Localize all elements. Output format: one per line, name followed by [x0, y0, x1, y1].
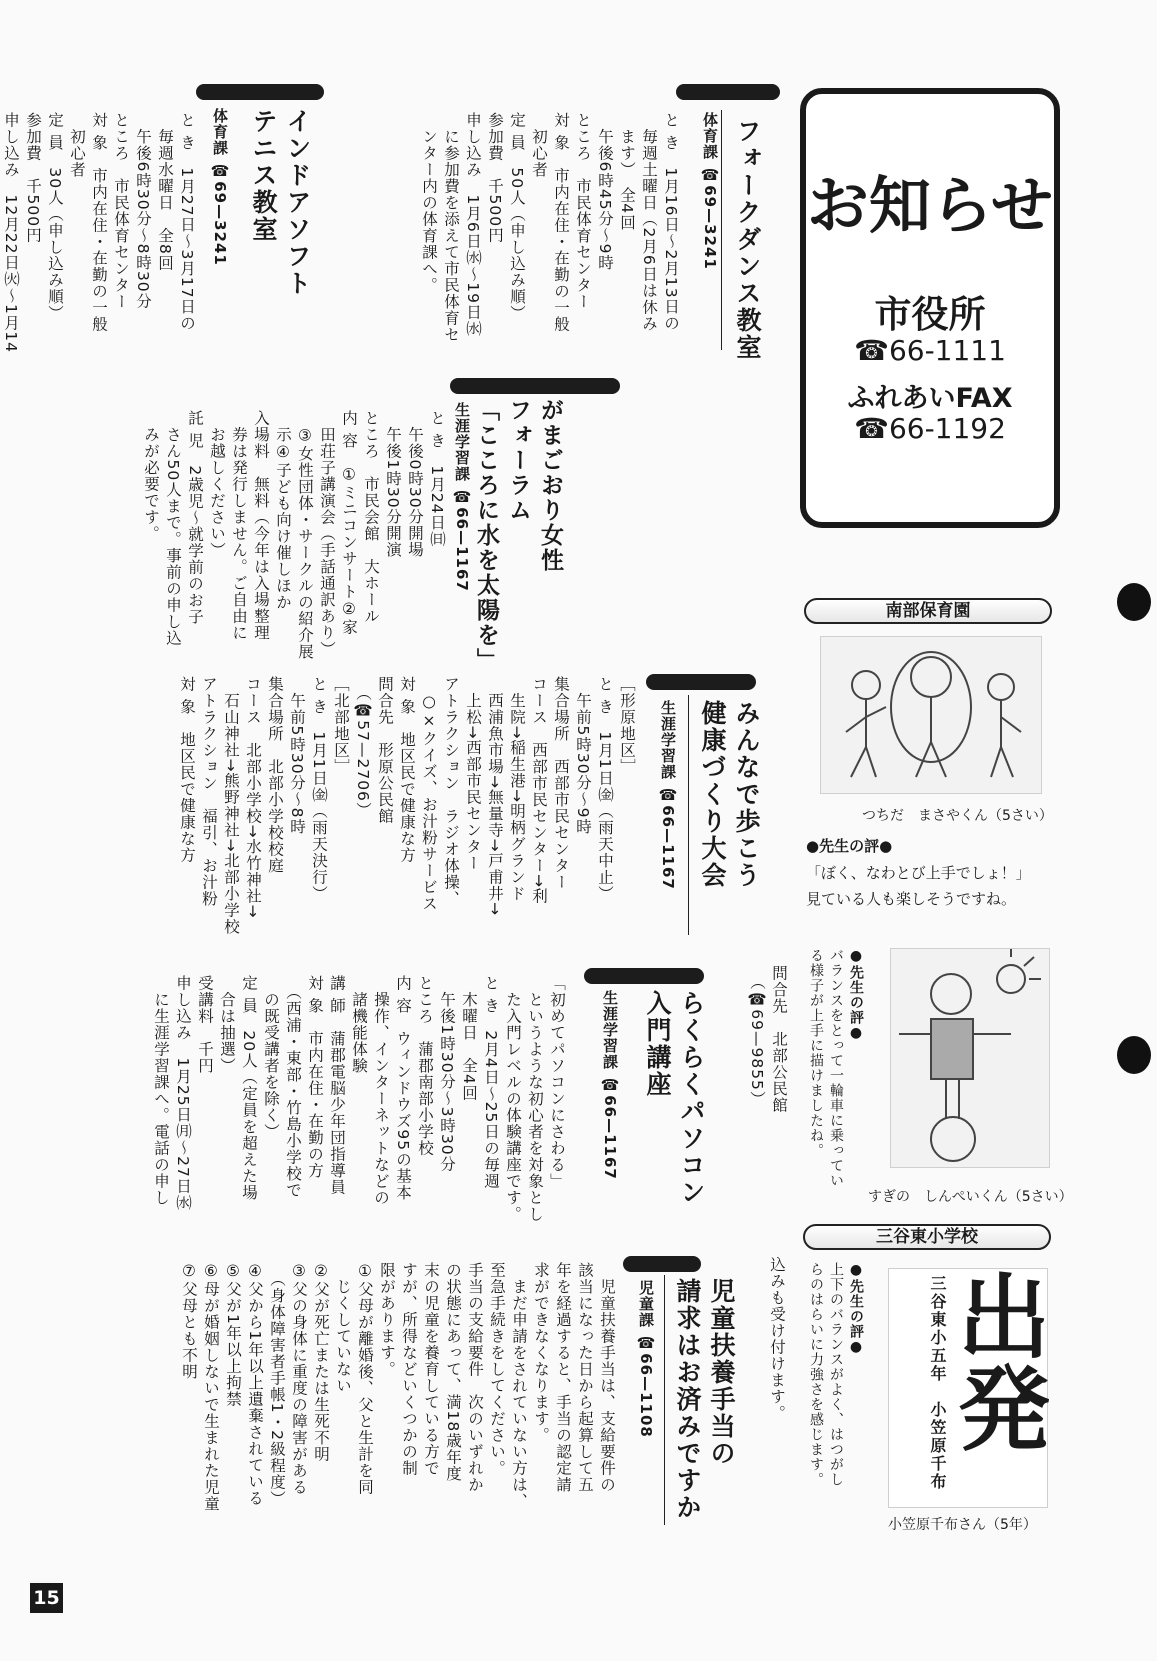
artist-caption: 小笠原千布さん（5年）	[888, 1517, 1037, 1533]
punch-hole	[1117, 1036, 1151, 1074]
section-bar	[584, 968, 704, 984]
section-bar	[196, 84, 324, 100]
calligraphy-text: 出発	[943, 1269, 1051, 1453]
child-dept: 児童課 ☎66—1108	[637, 1280, 655, 1438]
notice-fax-label: ふれあいFAX	[847, 383, 1013, 414]
review-text: 「ぼく、なわとび上手でしょ！」	[806, 864, 1031, 882]
school-tag: 南部保育園	[804, 598, 1052, 624]
notice-tel: ☎66-1111	[854, 334, 1006, 367]
divider	[688, 695, 689, 935]
review-label: ●先生の評●	[806, 837, 893, 855]
section-bar	[646, 674, 756, 690]
section-bar	[450, 378, 620, 394]
calligraphy-sheet	[888, 1268, 1051, 1508]
notice-title: お知らせ	[806, 169, 1054, 242]
artist-caption: すぎの しんぺいくん（5さい）	[868, 1189, 1073, 1205]
notice-box	[800, 88, 1060, 528]
notice-fax: ☎66-1192	[854, 412, 1006, 445]
walk-body-cont: 問合先 北部公民館 （☎69—9855）	[748, 965, 788, 1114]
drawing-unicycle	[890, 948, 1050, 1168]
drawing-jumprope	[820, 636, 1042, 794]
review-vertical: ●先生の評● 上下のバランスがよく、はつがし らのはらいに力強さを感じます。	[808, 1262, 864, 1487]
drawing-jumprope-image	[821, 637, 1041, 793]
folk-title: フォークダンス教室	[733, 118, 762, 361]
section-bar	[676, 84, 780, 100]
notice-office: 市役所	[874, 293, 986, 336]
folk-body: と き 1月16日～2月13日の 毎週土曜日（2月6日は休み ます） 全4回 午後6時45分～9時 ところ 市民体育センター 対 象 市内在住・在勤の一般 初心者 定 員 50人（申し込み順） 参加費 千500円 申し込み 1月6日㈬～19日㈬ に参加費を添えて市民体育セ ンター内の体育課へ。	[420, 112, 680, 343]
pc-body-cont: 込みも受け付けます。	[768, 1240, 786, 1422]
divider	[721, 110, 722, 350]
calligraphy-signature: 三谷東小五年 小笠原千布	[928, 1275, 947, 1491]
forum-title: がまごおり女性 フォーラム 「こころに水を太陽を」	[473, 398, 563, 673]
folk-dept: 体育課 ☎69—3241	[701, 112, 719, 270]
tennis-title: インドアソフト テニス教室	[249, 108, 312, 297]
pc-body: 「初めてパソコンにさわる」 というような初心者を対象とし た入門レベルの体験講座です。 と き 2月4日～25日の毎週 木曜日 全4回 午後1時30分～3時30分 ところ 蒲郡南部小学校 内 容 ウィンドウズ95の基本 操作、インターネットなどの 諸機能体験 講 師 蒲郡電脳少年団指導員 対 象 市内在住・在勤の方 （西浦・東部・竹島小学校で の既受講者を除く） 定 員 20人（定員を超えた場 合は抽選） 受講料 千円 申し込み 1月25日㈪～27日㈬ に生涯学習課へ。電話の申し	[152, 975, 566, 1223]
tennis-body: と き 1月27日～3月17日の 毎週水曜日 全8回 午後6時30分～8時30分 ところ 市民体育センター 対 象 市内在住・在勤の一般 初心者 定 員 30人（申し込み順） 参加費 千500円 申し込み 12月22日㈫～1月14	[2, 112, 196, 354]
forum-body: と き 1月24日㈰ 午後0時30分開場 午後1時30分開演 ところ 市民会館 大ホール 内 容 ①ミニコンサート②家 田荘子講演会（手話通訳あり） ③女性団体・サークルの紹介展 示④子ども向け催しほか 入場料 無料（今年は入場整理 券は発行しません。ご自由に お越しください） 託 児 2歳児～就学前のお子 さん50人まで。事前の申し込 みが必要です。	[142, 410, 446, 660]
review-text: 見ている人も楽しそうですね。	[806, 890, 1017, 908]
child-body: 児童扶養手当は、支給要件の 該当になった日から起算して五 年を経過すると、手当の認定請 求ができなくなります。 まだ申請をされていない方は、 至急手続きをしてください。 手当の支給要件 次のいずれか の状態にあって、満18歳年度 末の児童を養育している方で すが、所得などいくつかの制 限があります。 ①父母が離婚後、父と生計を同 じくしていない ②父が死亡または生死不明 ③父の身体に重度の障害がある （身体障害者手帳1・2級程度） ④父から1年以上遺棄されている ⑤父が1年以上拘禁 ⑥母が婚姻しないで生まれた児童 ⑦父母とも不明	[180, 1262, 616, 1512]
child-title: 児童扶養手当の 請求はお済みですか	[673, 1278, 736, 1521]
walk-body: ［形原地区］ と き 1月1日㈮（雨天中止） 午前5時30分～9時 集合場所 西部市民センター コース 西部市民センター→利 生院→稲生港→明柄グランド 西浦魚市場→無量寺→戸甫井→ 上松→西部市民センター アトラクション ラジオ体操、 ○×クイズ、お汁粉サービス 対 象 地区民で健康な方 問合先 形原公民館 （☎57—2706） ［北部地区］ と き 1月1日㈮（雨天決行） 午前5時30分～8時 集合場所 北部小学校校庭 コース 北部小学校→水竹神社→ 石山神社→熊野神社→北部小学校 アトラクション 福引、お汁粉 対 象 地区民で健康な方	[178, 676, 636, 935]
forum-dept: 生涯学習課 ☎66—1167	[453, 402, 471, 592]
divider	[664, 1275, 665, 1525]
school-tag: 三谷東小学校	[803, 1224, 1051, 1250]
page-number: 15	[30, 1583, 63, 1613]
walk-dept: 生涯学習課 ☎66—1167	[659, 700, 677, 890]
pc-title: らくらくパソコン 入門講座	[643, 990, 706, 1206]
review-vertical: ●先生の評● バランスをとって一輪車に乗ってい る様子が上手に描けましたね。	[808, 948, 864, 1188]
section-bar	[623, 1256, 701, 1272]
pc-dept: 生涯学習課 ☎66—1167	[601, 990, 619, 1180]
punch-hole	[1117, 583, 1151, 621]
drawing-unicycle-image	[891, 949, 1049, 1167]
tennis-dept: 体育課 ☎69—3241	[211, 108, 229, 266]
walk-title: みんなで歩こう 健康づくり大会	[698, 700, 761, 889]
artist-caption: つちだ まさやくん（5さい）	[862, 808, 1053, 824]
